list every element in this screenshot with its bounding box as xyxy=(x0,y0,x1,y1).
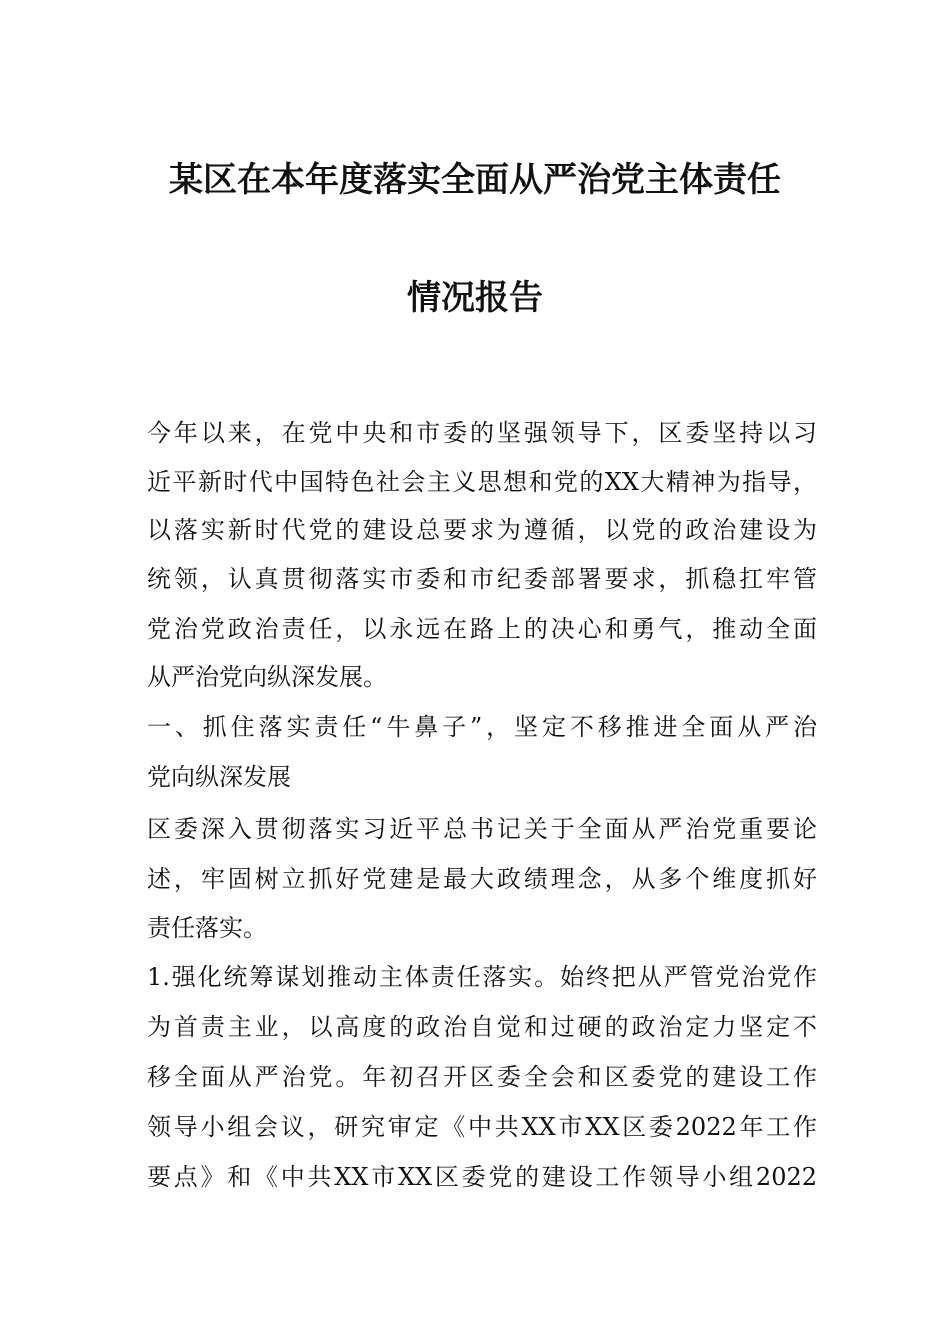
body-line: 移全面从严治党。年初召开区委全会和区委党的建设工作 xyxy=(147,1063,817,1091)
section-heading-line: 一、抓住落实责任“牛鼻子”，坚定不移推进全面从严治 xyxy=(147,713,817,741)
body-line: 以落实新时代党的建设总要求为遵循，以党的政治建设为 xyxy=(147,516,817,544)
body-line: 责任落实。 xyxy=(147,914,267,942)
body-line: 近平新时代中国特色社会主义思想和党的XX大精神为指导， xyxy=(147,468,817,496)
body-line: 今年以来，在党中央和市委的坚强领导下，区委坚持以习 xyxy=(147,419,817,447)
body-line: 党治党政治责任，以永远在路上的决心和勇气，推动全面 xyxy=(147,615,817,643)
body-line: 要点》和《中共XX市XX区委党的建设工作领导小组2022 xyxy=(147,1163,817,1191)
document-title-line-2: 情况报告 xyxy=(407,278,543,318)
body-line: 区委深入贯彻落实习近平总书记关于全面从严治党重要论 xyxy=(147,815,817,843)
body-line: 为首责主业，以高度的政治自觉和过硬的政治定力坚定不 xyxy=(147,1013,817,1041)
section-heading-line: 党向纵深发展 xyxy=(147,763,291,791)
body-line: 从严治党向纵深发展。 xyxy=(147,663,387,691)
body-line: 1.强化统筹谋划推动主体责任落实。始终把从严管党治党作 xyxy=(147,963,817,991)
body-line: 述，牢固树立抓好党建是最大政绩理念，从多个维度抓好 xyxy=(147,865,817,893)
body-line: 统领，认真贯彻落实市委和市纪委部署要求，抓稳扛牢管 xyxy=(147,565,817,593)
document-title-line-1: 某区在本年度落实全面从严治党主体责任 xyxy=(169,160,781,200)
body-line: 领导小组会议，研究审定《中共XX市XX区委2022年工作 xyxy=(147,1113,817,1141)
